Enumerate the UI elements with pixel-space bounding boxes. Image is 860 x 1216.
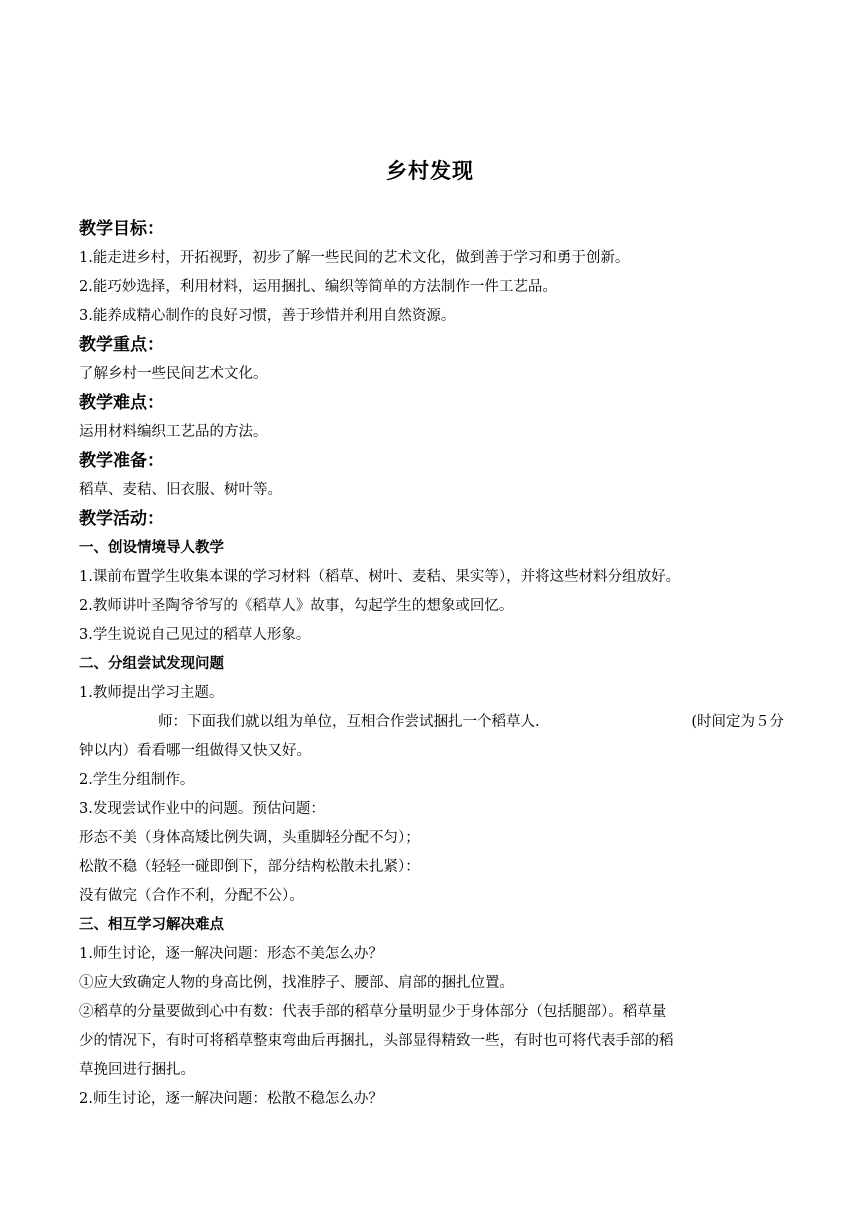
teacher-line-time-note: (时间定为５分 [691,714,784,730]
problem-item: 没有做完（合作不利，分配不公）。 [79,888,304,904]
section-3-subitem: ②稻草的分量要做到心中有数：代表手部的稻草分量明显少于身体部分（包括腿部）。稻草量 [79,1004,667,1020]
section-2-heading: 二、分组尝试发现问题 [79,656,224,672]
section-1-item: 2.教师讲叶圣陶爷爷写的《稻草人》故事，勾起学生的想象或回忆。 [79,598,514,614]
teacher-line-continued: 钟以内）看看哪一组做得又快又好。 [79,743,311,759]
objectives-heading: 教学目标： [79,219,164,239]
section-1-heading: 一、创设情境导人教学 [79,540,224,556]
section-3-item: 1.师生讨论，逐一解决问题：形态不美怎么办？ [79,946,383,962]
objective-item: 1.能走进乡村，开拓视野，初步了解一些民间的艺术文化，做到善于学习和勇于创新。 [79,250,630,266]
difficulties-heading: 教学难点： [79,393,164,413]
teacher-line [79,708,784,737]
preparation-heading: 教学准备： [79,451,164,471]
objective-item: 2.能巧妙选择，利用材料，运用捆扎、编织等简单的方法制作一件工艺品。 [79,279,557,295]
document-title: 乡村发现 [386,159,474,183]
preparation-text: 稻草、麦秸、旧衣服、树叶等。 [79,482,282,498]
section-3-item: 2.师生讨论，逐一解决问题：松散不稳怎么办？ [79,1091,383,1107]
section-3-subitem: ①应大致确定人物的身高比例，找准脖子、腰部、肩部的捆扎位置。 [79,975,514,991]
key-points-heading: 教学重点： [79,335,164,355]
section-1-item: 1.课前布置学生收集本课的学习材料（稻草、树叶、麦秸、果实等），并将这些材料分组放好。 [79,569,681,585]
section-3-subitem-continued: 草挽回进行捆扎。 [79,1062,195,1078]
section-3-heading: 三、相互学习解决难点 [79,917,224,933]
objective-item: 3.能养成精心制作的良好习惯，善于珍惜并利用自然资源。 [79,308,456,324]
section-2-item: 3.发现尝试作业中的问题。预估问题： [79,801,325,817]
problem-item: 松散不稳（轻轻一碰即倒下，部分结构松散未扎紧）： [79,859,420,875]
activities-heading: 教学活动： [79,509,164,529]
teacher-line-text: 师：下面我们就以组为单位，互相合作尝试捆扎一个稻草人. [158,714,540,730]
section-2-item: 1.教师提出学习主题。 [79,685,224,701]
difficulties-text: 运用材料编织工艺品的方法。 [79,424,268,440]
section-3-subitem-continued: 少的情况下，有时可将稻草整束弯曲后再捆扎，头部显得精致一些，有时也可将代表手部的稻 [79,1033,674,1049]
problem-item: 形态不美（身体高矮比例失调，头重脚轻分配不匀）； [79,830,420,846]
document-body [79,215,784,1114]
key-points-text: 了解乡村一些民间艺术文化。 [79,366,268,382]
section-2-item: 2.学生分组制作。 [79,772,195,788]
section-1-item: 3.学生说说自己见过的稻草人形象。 [79,627,311,643]
